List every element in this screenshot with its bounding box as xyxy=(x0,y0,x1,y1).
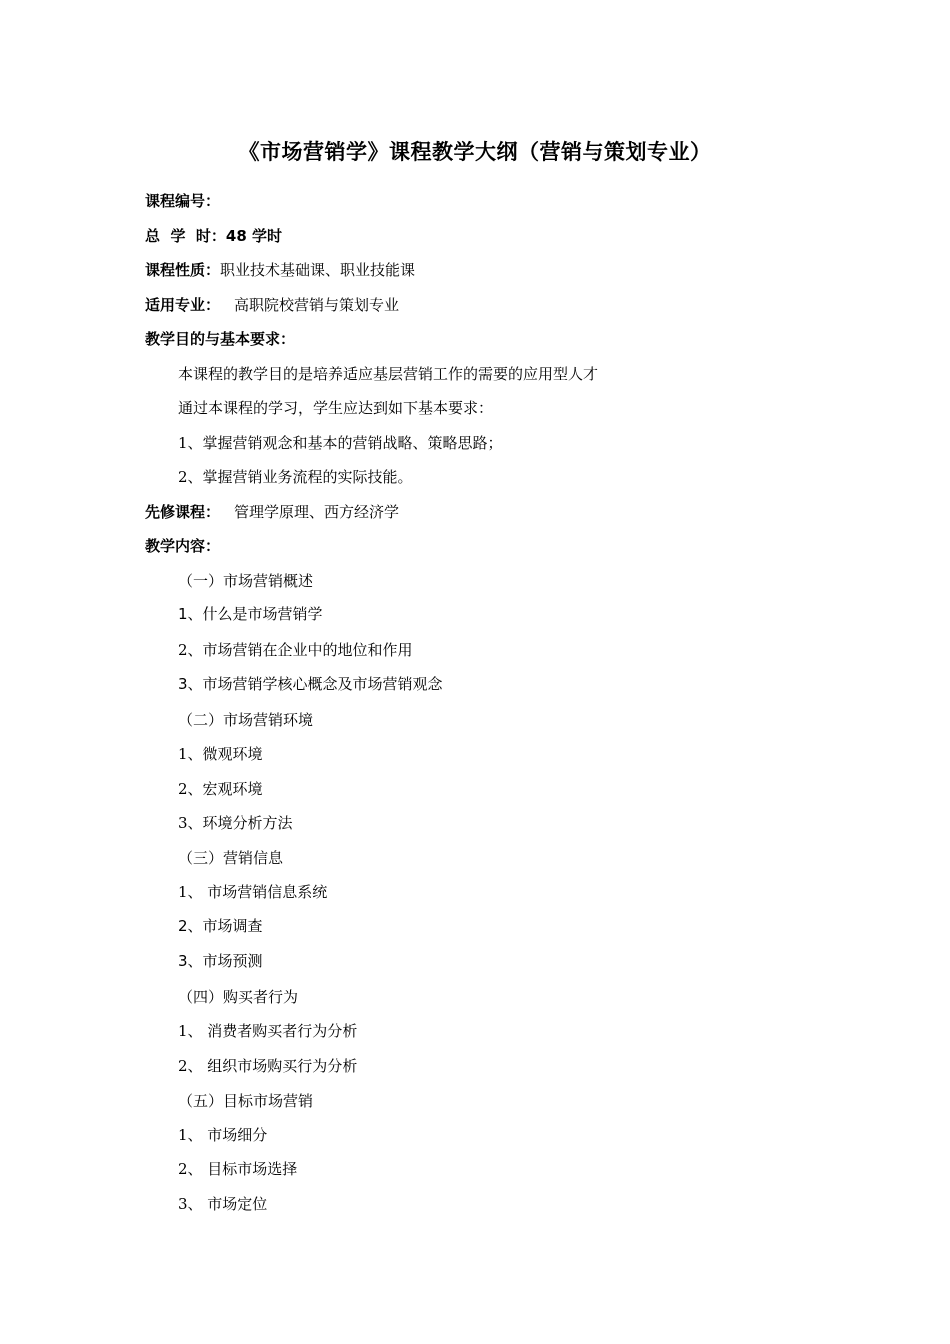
content-item: 1、 消费者购买者行为分析 xyxy=(178,1022,358,1040)
total-hours-label: 总 学 时：48 学时 xyxy=(145,227,282,245)
content-item: 1、什么是市场营销学 xyxy=(178,605,323,623)
course-nature-label: 课程性质： xyxy=(145,261,221,279)
objective-paragraph: 通过本课程的学习，学生应达到如下基本要求： xyxy=(178,399,494,417)
prerequisites-label: 先修课程： xyxy=(145,503,221,521)
content-item: 3、 市场定位 xyxy=(178,1195,268,1213)
total-hours-row xyxy=(145,226,282,246)
objectives-heading xyxy=(145,329,295,349)
content-item: 2、市场调查 xyxy=(178,917,263,935)
prerequisites-row xyxy=(145,502,399,522)
content-item: 3、环境分析方法 xyxy=(178,814,293,832)
content-item: 1、 市场细分 xyxy=(178,1126,268,1144)
content-item: 3、市场营销学核心概念及市场营销观念 xyxy=(178,675,443,693)
objectives-label: 教学目的与基本要求： xyxy=(145,330,296,348)
course-code-row xyxy=(145,191,220,211)
prerequisites-value: 管理学原理、西方经济学 xyxy=(234,503,400,521)
content-item: 2、 目标市场选择 xyxy=(178,1160,298,1178)
content-item: 1、微观环境 xyxy=(178,745,263,763)
content-item: 2、市场营销在企业中的地位和作用 xyxy=(178,641,413,659)
course-nature-value: 职业技术基础课、职业技能课 xyxy=(220,261,416,279)
objective-paragraph: 2、掌握营销业务流程的实际技能。 xyxy=(178,468,413,486)
content-label: 教学内容： xyxy=(145,537,221,555)
content-section-heading: （五）目标市场营销 xyxy=(178,1092,314,1110)
content-section-heading: （一）市场营销概述 xyxy=(178,572,314,590)
applicable-major-value: 高职院校营销与策划专业 xyxy=(234,296,400,314)
content-heading xyxy=(145,536,220,556)
content-item: 2、 组织市场购买行为分析 xyxy=(178,1057,358,1075)
content-item: 3、市场预测 xyxy=(178,952,263,970)
applicable-major-label: 适用专业： xyxy=(145,296,221,314)
applicable-major-row xyxy=(145,295,399,315)
course-code-label: 课程编号： xyxy=(145,192,221,210)
course-nature-row xyxy=(145,260,415,280)
content-item: 2、宏观环境 xyxy=(178,780,263,798)
content-section-heading: （二）市场营销环境 xyxy=(178,711,314,729)
document-title: 《市场营销学》课程教学大纲（营销与策划专业） xyxy=(238,140,712,164)
objective-paragraph: 1、掌握营销观念和基本的营销战略、策略思路； xyxy=(178,434,503,452)
content-item: 1、 市场营销信息系统 xyxy=(178,883,328,901)
content-section-heading: （四）购买者行为 xyxy=(178,988,299,1006)
objective-paragraph: 本课程的教学目的是培养适应基层营销工作的需要的应用型人才 xyxy=(178,365,599,383)
content-section-heading: （三）营销信息 xyxy=(178,849,284,867)
